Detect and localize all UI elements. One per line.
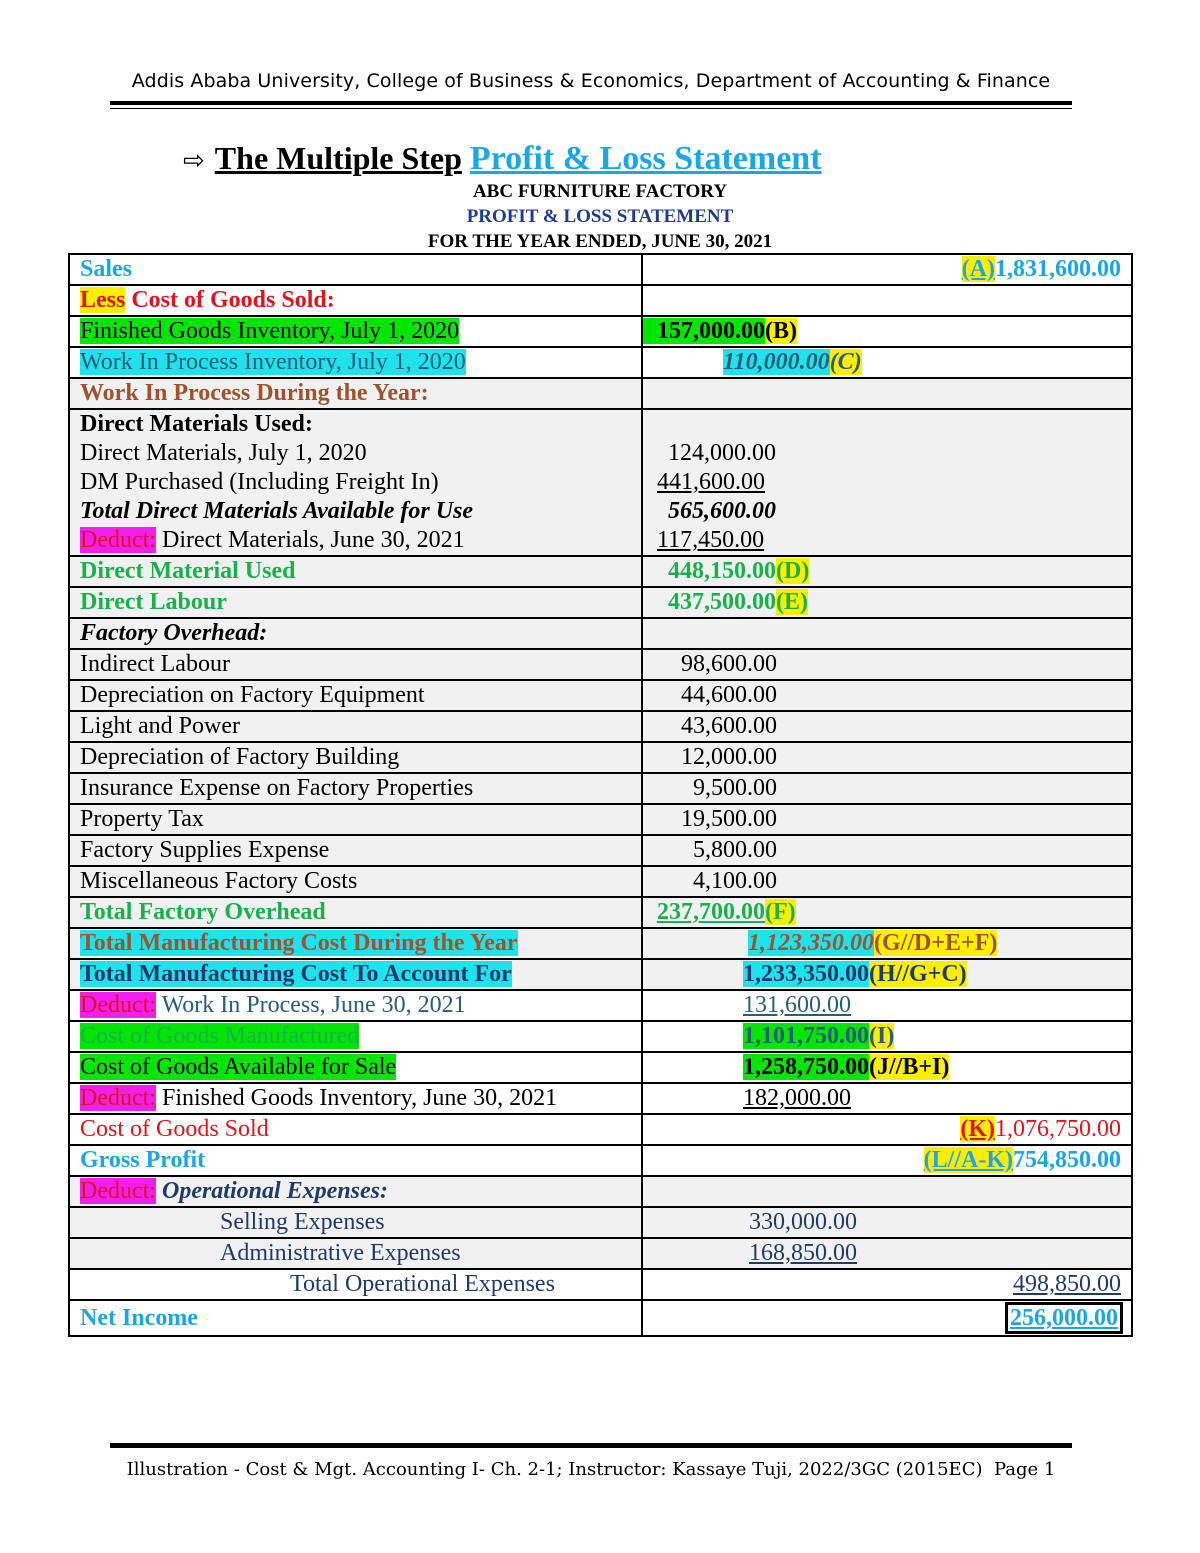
table-row	[69, 1300, 1132, 1336]
tmc-account-label: Total Manufacturing Cost To Account For	[80, 961, 512, 987]
tmc-year-tag: (G//D+E+F)	[874, 930, 998, 956]
dm-used-heading: Direct Materials Used:	[69, 409, 642, 439]
dm-used-label: Direct Material Used	[69, 556, 642, 587]
foh-item-amount: 98,600.00	[681, 651, 777, 677]
net-income-amount: 256,000.00	[1005, 1302, 1123, 1334]
title-part-2: Profit & Loss Statement	[469, 140, 822, 177]
dm-end-amount: 117,450.00	[657, 527, 765, 553]
opex-total-amount: 498,850.00	[1013, 1271, 1121, 1297]
cogs-tag: (K)	[960, 1116, 995, 1142]
foh-item-label: Light and Power	[69, 711, 642, 742]
table-row	[69, 1021, 1132, 1052]
cogs-heading: Cost of Goods Sold:	[131, 287, 335, 313]
gross-profit-label: Gross Profit	[69, 1145, 642, 1176]
cogas-tag: (J//B+I)	[869, 1054, 950, 1080]
net-income-label: Net Income	[69, 1300, 642, 1336]
table-row	[69, 990, 1132, 1021]
sales-label: Sales	[69, 254, 642, 285]
table-row	[69, 618, 1132, 649]
less-label: Less	[80, 287, 126, 313]
table-row	[69, 409, 1132, 439]
opex-total-label: Total Operational Expenses	[290, 1271, 555, 1297]
table-row	[69, 835, 1132, 866]
table-row	[69, 526, 1132, 556]
page-header: Addis Ababa University, College of Business & Economics, Department of Accounting & Finance	[131, 70, 1051, 92]
wip-end-amount: 131,600.00	[743, 992, 851, 1018]
header-rule-thin	[110, 108, 1072, 109]
table-row	[69, 1207, 1132, 1238]
cogm-amount: 1,101,750.00	[743, 1023, 869, 1049]
table-row	[69, 1145, 1132, 1176]
arrow-icon: ⇨	[183, 146, 205, 176]
wip-end-label: Work In Process, June 30, 2021	[161, 992, 466, 1018]
table-row	[69, 649, 1132, 680]
foh-item-label: Depreciation of Factory Building	[69, 742, 642, 773]
fg-end-label: Finished Goods Inventory, June 30, 2021	[161, 1085, 558, 1111]
table-row	[69, 1083, 1132, 1114]
foh-total-label: Total Factory Overhead	[69, 897, 642, 928]
dl-tag: (E)	[776, 589, 808, 615]
dm-purchased-label: DM Purchased (Including Freight In)	[69, 468, 642, 497]
gross-profit-tag: (L//A-K)	[923, 1147, 1013, 1173]
opex-heading: Operational Expenses:	[161, 1178, 388, 1204]
selling-amount: 330,000.00	[749, 1209, 857, 1235]
table-row	[69, 1176, 1132, 1207]
statement-name: PROFIT & LOSS STATEMENT	[466, 206, 734, 227]
table-row	[69, 773, 1132, 804]
foh-item-amount: 5,800.00	[693, 837, 777, 863]
table-row	[69, 347, 1132, 378]
deduct-label: Deduct:	[80, 1178, 156, 1204]
foh-total-amount: 237,700.00	[657, 899, 765, 925]
sales-tag: (A)	[961, 256, 995, 282]
foh-item-amount: 19,500.00	[681, 806, 777, 832]
tmc-account-amount: 1,233,350.00	[743, 961, 869, 987]
table-row	[69, 1052, 1132, 1083]
statement-period: FOR THE YEAR ENDED, JUNE 30, 2021	[427, 231, 773, 252]
wip-during-label: Work In Process During the Year:	[69, 378, 642, 409]
foh-item-amount: 9,500.00	[693, 775, 777, 801]
foh-total-tag: (F)	[765, 899, 796, 925]
title-part-1: The Multiple Step	[214, 140, 462, 176]
sales-amount: 1,831,600.00	[995, 256, 1121, 282]
deduct-label: Deduct:	[80, 992, 156, 1018]
header-rule	[110, 101, 1072, 105]
admin-amount: 168,850.00	[749, 1240, 857, 1266]
table-row	[69, 587, 1132, 618]
wip-begin-amount: 110,000.00	[723, 349, 830, 375]
profit-loss-table	[68, 253, 1133, 1337]
foh-item-amount: 4,100.00	[693, 868, 777, 894]
table-row	[69, 711, 1132, 742]
table-row	[69, 866, 1132, 897]
foh-item-label: Depreciation on Factory Equipment	[69, 680, 642, 711]
table-row	[69, 959, 1132, 990]
dl-label: Direct Labour	[69, 587, 642, 618]
footer-rule	[110, 1443, 1072, 1448]
table-row	[69, 285, 1132, 316]
table-row	[69, 254, 1132, 285]
table-row	[69, 497, 1132, 526]
footer-text: Illustration - Cost & Mgt. Accounting I- Ch. 2-1; Instructor: Kassaye Tuji, 2022/3GC (2015EC)	[126, 1459, 983, 1480]
foh-item-label: Insurance Expense on Factory Properties	[69, 773, 642, 804]
gross-profit-amount: 754,850.00	[1013, 1147, 1121, 1173]
cogs-amount: 1,076,750.00	[995, 1116, 1121, 1142]
fg-begin-amount: 157,000.00	[643, 318, 765, 344]
foh-item-label: Property Tax	[69, 804, 642, 835]
foh-item-label: Factory Supplies Expense	[69, 835, 642, 866]
dm-purchased-amount: 441,600.00	[657, 469, 765, 495]
tmc-account-tag: (H//G+C)	[869, 961, 967, 987]
table-row	[69, 897, 1132, 928]
table-row	[69, 1114, 1132, 1145]
dm-begin-label: Direct Materials, July 1, 2020	[69, 439, 642, 468]
dm-end-label: Direct Materials, June 30, 2021	[161, 527, 465, 553]
document-title	[183, 140, 822, 178]
dl-amount: 437,500.00	[668, 589, 776, 615]
dm-available-label: Total Direct Materials Available for Use	[69, 497, 642, 526]
tmc-year-label: Total Manufacturing Cost During the Year	[80, 930, 518, 956]
dm-used-amount: 448,150.00	[668, 558, 776, 584]
table-row	[69, 556, 1132, 587]
dm-available-amount: 565,600.00	[668, 498, 776, 524]
foh-item-amount: 43,600.00	[681, 713, 777, 739]
cogs-label: Cost of Goods Sold	[69, 1114, 642, 1145]
table-row	[69, 468, 1132, 497]
page-footer	[110, 1459, 1072, 1480]
fg-begin-tag: (B)	[765, 318, 797, 344]
table-row	[69, 1269, 1132, 1300]
foh-heading: Factory Overhead:	[69, 618, 642, 649]
table-row	[69, 928, 1132, 959]
deduct-label: Deduct:	[80, 1085, 156, 1111]
table-row	[69, 378, 1132, 409]
table-row	[69, 1238, 1132, 1269]
foh-item-label: Miscellaneous Factory Costs	[69, 866, 642, 897]
foh-item-label: Indirect Labour	[69, 649, 642, 680]
foh-item-amount: 12,000.00	[681, 744, 777, 770]
dm-begin-amount: 124,000.00	[668, 440, 776, 466]
company-name: ABC FURNITURE FACTORY	[472, 181, 728, 202]
dm-used-tag: (D)	[776, 558, 810, 584]
wip-begin-label: Work In Process Inventory, July 1, 2020	[80, 349, 466, 375]
cogm-label: Cost of Goods Manufactured	[80, 1023, 360, 1049]
deduct-label: Deduct:	[80, 527, 156, 553]
cogas-label: Cost of Goods Available for Sale	[80, 1054, 397, 1080]
fg-begin-label: Finished Goods Inventory, July 1, 2020	[80, 318, 460, 344]
cogas-amount: 1,258,750.00	[743, 1054, 869, 1080]
fg-end-amount: 182,000.00	[743, 1085, 851, 1111]
wip-begin-tag: (C)	[829, 349, 862, 375]
foh-item-amount: 44,600.00	[681, 682, 777, 708]
admin-label: Administrative Expenses	[220, 1240, 461, 1266]
cogm-tag: (I)	[869, 1023, 895, 1049]
selling-label: Selling Expenses	[220, 1209, 385, 1235]
tmc-year-amount: 1,123,350.00	[748, 930, 874, 956]
table-row	[69, 680, 1132, 711]
table-row	[69, 742, 1132, 773]
page-number: Page 1	[993, 1459, 1056, 1480]
table-row	[69, 439, 1132, 468]
table-row	[69, 804, 1132, 835]
table-row	[69, 316, 1132, 347]
